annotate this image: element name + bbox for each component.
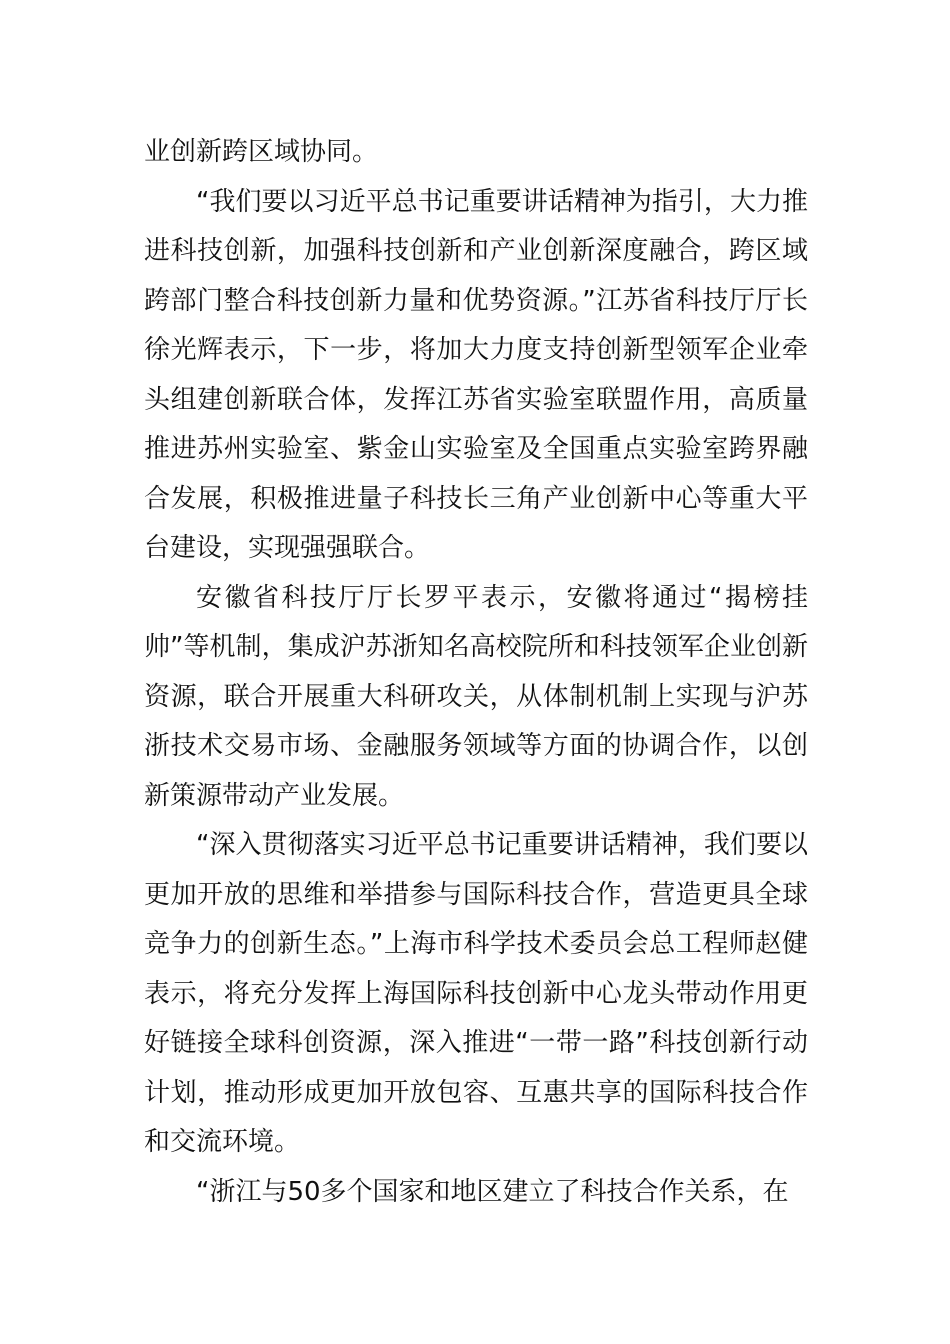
- paragraph-zhejiang: “浙江与50多个国家和地区建立了科技合作关系，在: [196, 1176, 789, 1207]
- article-body: [144, 128, 808, 1217]
- paragraph-continuation: 业创新跨区域协同。: [144, 137, 379, 167]
- paragraph-anhui: 安徽省科技厅厅长罗平表示，安徽将通过“揭榜挂帅”等机制，集成沪苏浙知名高校院所和科技领军企业创新资源，联合开展重大科研攻关，从体制机制上实现与沪苏浙技术交易市场、金融服务领域等方面的协调合作，以创新策源带动产业发展。: [144, 582, 808, 811]
- paragraph-jiangsu: “我们要以习近平总书记重要讲话精神为指引，大力推进科技创新，加强科技创新和产业创新深度融合，跨区域跨部门整合科技创新力量和优势资源。”江苏省科技厅厅长徐光辉表示，下一步，将加大力度支持创新型领军企业牵头组建创新联合体，发挥江苏省实验室联盟作用，高质量推进苏州实验室、紫金山实验室及全国重点实验室跨界融合发展，积极推进量子科技长三角产业创新中心等重大平台建设，实现强强联合。: [144, 186, 808, 563]
- paragraph-shanghai: “深入贯彻落实习近平总书记重要讲话精神，我们要以更加开放的思维和举措参与国际科技合作，营造更具全球竞争力的创新生态。”上海市科学技术委员会总工程师赵健表示，将充分发挥上海国际科技创新中心龙头带动作用更好链接全球科创资源，深入推进“一带一路”科技创新行动计划，推动形成更加开放包容、互惠共享的国际科技合作和交流环境。: [144, 830, 808, 1157]
